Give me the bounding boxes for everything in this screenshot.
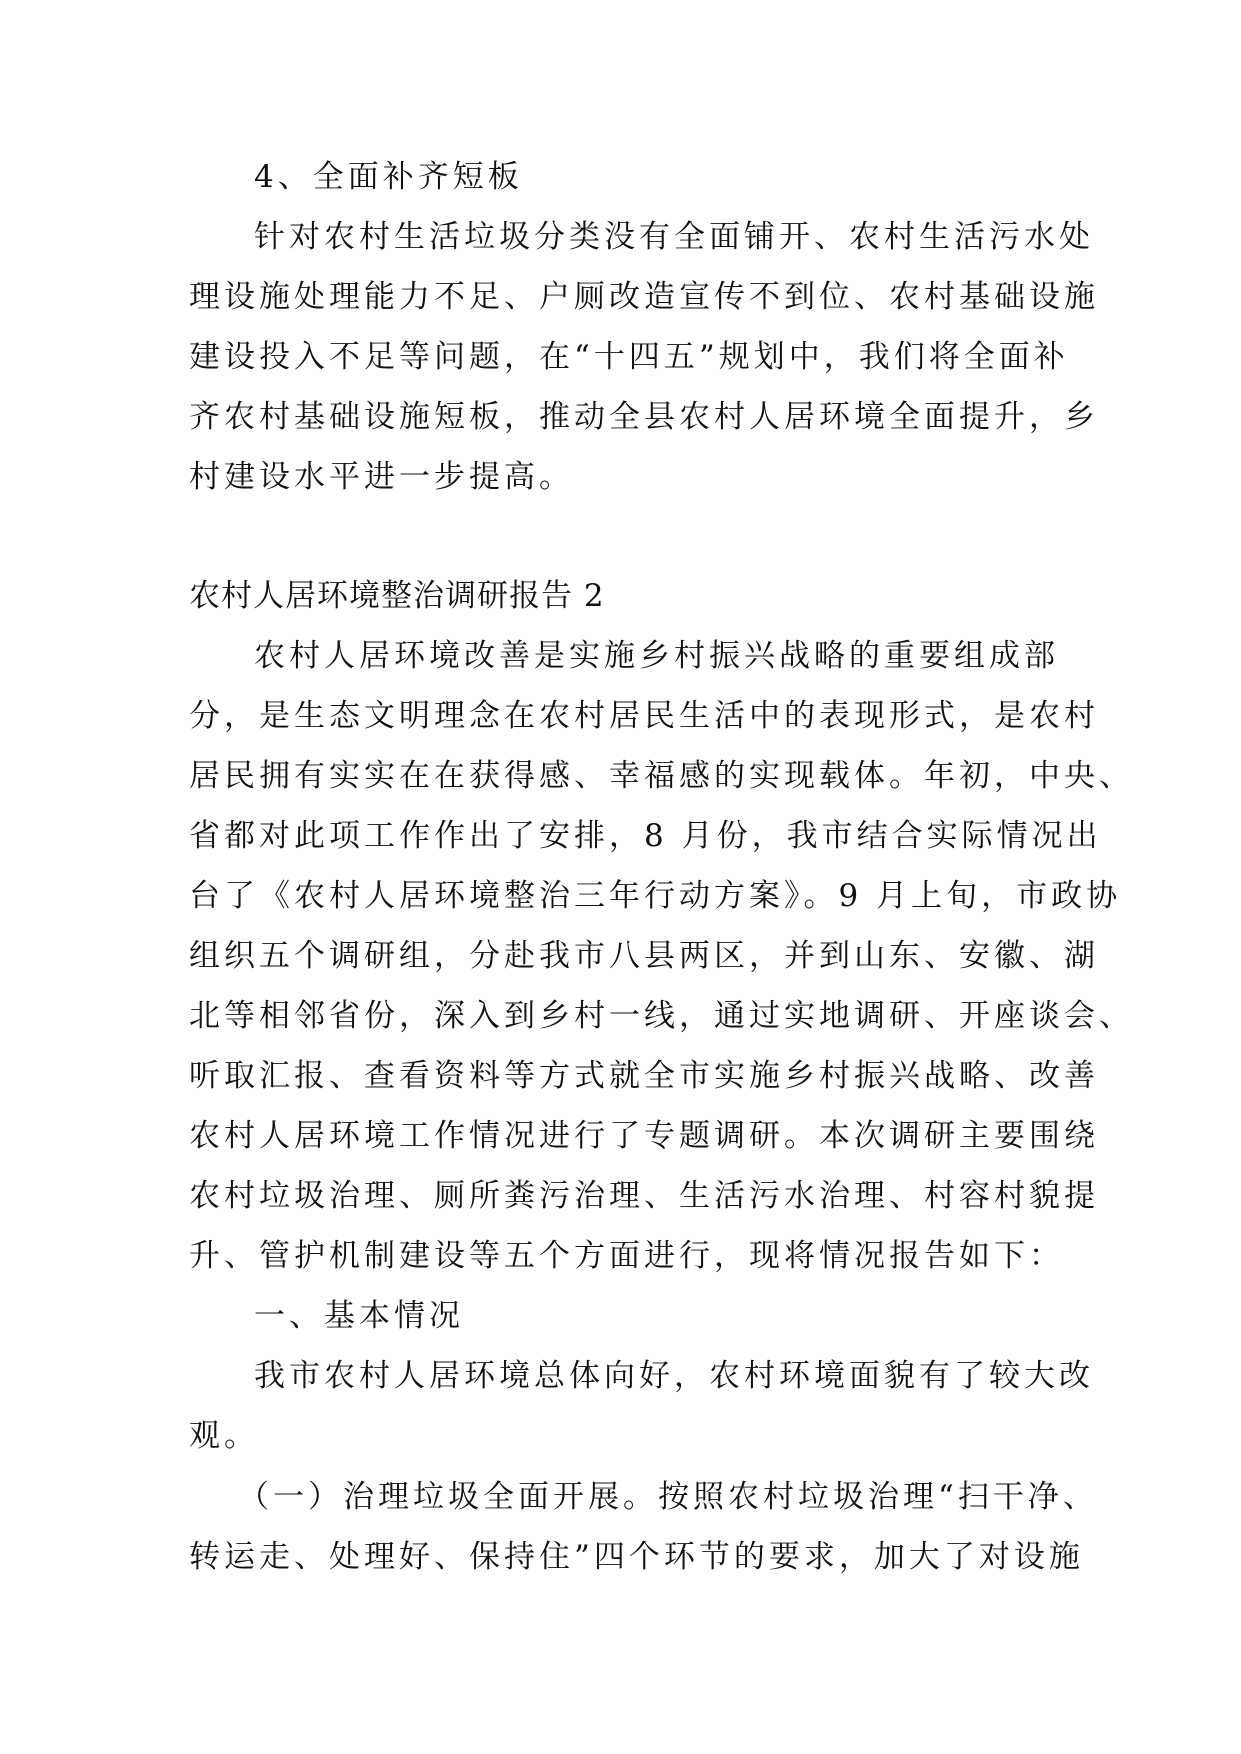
paragraph-line: 齐农村基础设施短板，推动全县农村人居环境全面提升，乡 bbox=[189, 399, 1099, 435]
paragraph-line: 村建设水平进一步提高。 bbox=[189, 459, 574, 495]
paragraph-line: 农村垃圾治理、厕所粪污治理、生活污水治理、村容村貌提 bbox=[189, 1178, 1099, 1214]
paragraph-line: 分，是生态文明理念在农村居民生活中的表现形式，是农村 bbox=[189, 698, 1099, 734]
section-heading: 一、基本情况 bbox=[254, 1298, 464, 1334]
paragraph-line: 建设投入不足等问题，在“十四五”规划中，我们将全面补 bbox=[189, 339, 1069, 375]
paragraph-line: 我市农村人居环境总体向好，农村环境面貌有了较大改 bbox=[254, 1358, 1094, 1394]
section-heading: 4、全面补齐短板 bbox=[254, 159, 523, 195]
paragraph-line: 观。 bbox=[189, 1418, 259, 1454]
paragraph-line: 省都对此项工作作出了安排，8 月份，我市结合实际情况出 bbox=[189, 818, 1102, 854]
paragraph-line: 农村人居环境工作情况进行了专题调研。本次调研主要围绕 bbox=[189, 1118, 1099, 1154]
paragraph-line: 理设施处理能力不足、户厕改造宣传不到位、农村基础设施 bbox=[189, 279, 1099, 315]
paragraph-line: 居民拥有实实在在获得感、幸福感的实现载体。年初，中央、 bbox=[189, 758, 1134, 794]
paragraph-line: 针对农村生活垃圾分类没有全面铺开、农村生活污水处 bbox=[254, 219, 1094, 255]
paragraph-line: 转运走、处理好、保持住”四个环节的要求，加大了对设施 bbox=[189, 1539, 1084, 1575]
paragraph-line: 升、管护机制建设等五个方面进行，现将情况报告如下： bbox=[189, 1238, 1064, 1274]
paragraph-line: （一）治理垃圾全面开展。按照农村垃圾治理“扫干净、 bbox=[238, 1479, 1098, 1515]
paragraph-line: 台了《农村人居环境整治三年行动方案》。9 月上旬，市政协 bbox=[189, 878, 1122, 914]
paragraph-line: 北等相邻省份，深入到乡村一线，通过实地调研、开座谈会、 bbox=[189, 998, 1134, 1034]
paragraph-line: 农村人居环境改善是实施乡村振兴战略的重要组成部 bbox=[254, 638, 1059, 674]
paragraph-line: 听取汇报、查看资料等方式就全市实施乡村振兴战略、改善 bbox=[189, 1058, 1099, 1094]
report-title: 农村人居环境整治调研报告 2 bbox=[189, 578, 605, 614]
paragraph-line: 组织五个调研组，分赴我市八县两区，并到山东、安徽、湖 bbox=[189, 938, 1099, 974]
